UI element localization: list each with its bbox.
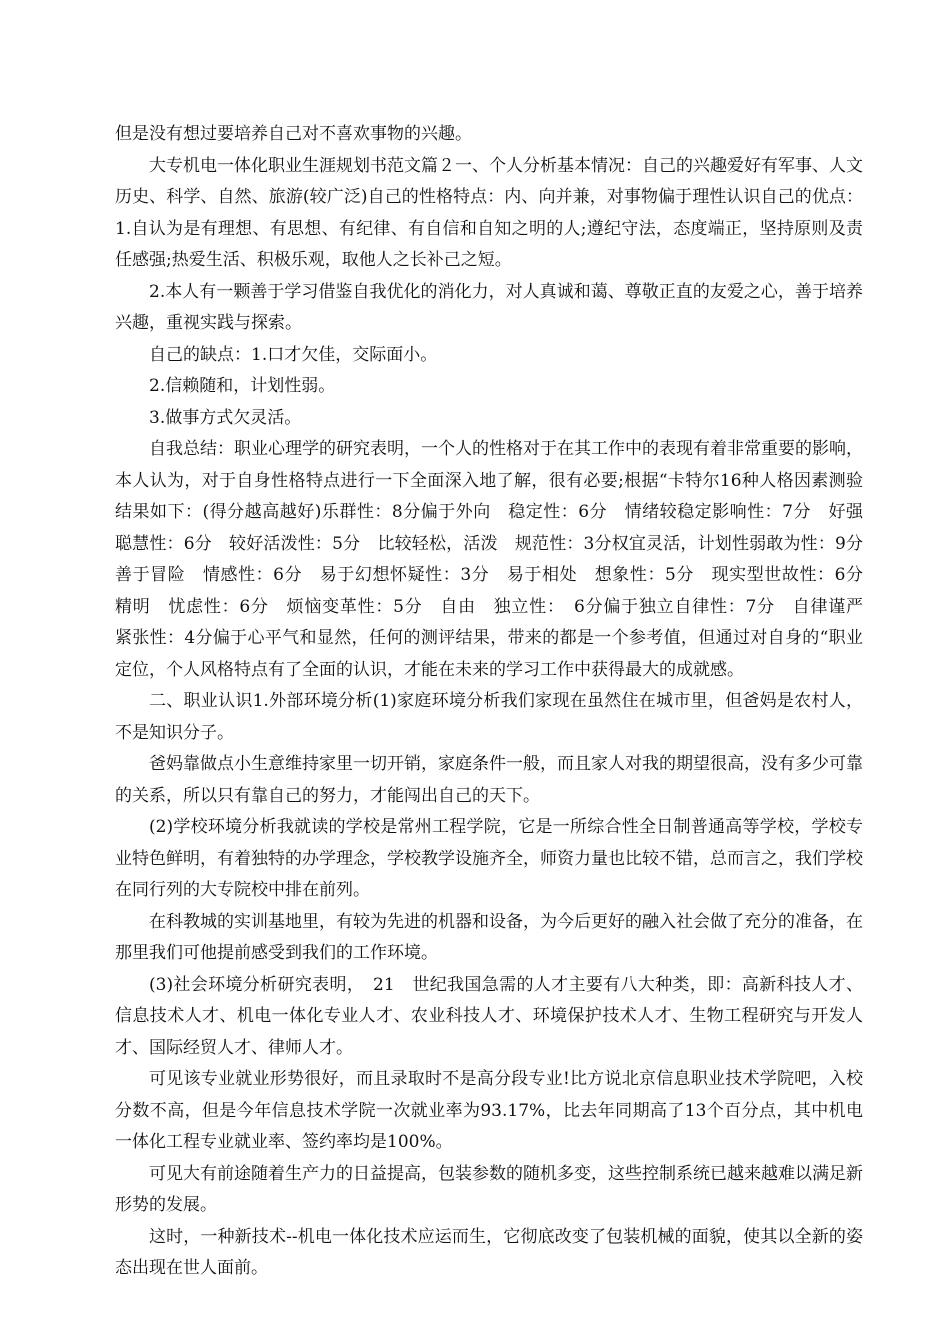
paragraph-15: 这时，一种新技术--机电一体化技术应运而生，它彻底改变了包装机械的面貌，使其以全新的姿态出现在世人面前。 [115,1226,863,1278]
paragraph-9: 爸妈靠做点小生意维持家里一切开销，家庭条件一般，而且家人对我的期望很高，没有多少可靠的关系，所以只有靠自己的努力，才能闯出自己的天下。 [115,754,863,806]
paragraph-8: 二、职业认识1.外部环境分析(1)家庭环境分析我们家现在虽然住在城市里，但爸妈是农村人，不是知识分子。 [115,691,863,743]
paragraph-1: 但是没有想过要培养自己对不喜欢事物的兴趣。 [115,124,472,144]
paragraph-7: 自我总结：职业心理学的研究表明，一个人的性格对于在其工作中的表现有着非常重要的影响，本人认为，对于自身性格特点进行一下全面深入地了解，很有必要;根据“卡特尔16种人格因素测验结果如下：(得分越高越好)乐群性：8分偏于外向 稳定性：6分 情绪较稳定影响性：7分 好强 聪慧性：6分 较好活泼性：5分 比较轻松，活泼 规范性：3分权宜灵活，计划性弱敢为性：9分 善于冒险 情感性：6分 易于幻想怀疑性：3分 易于相处 想象性：5分 现实型世故性：6分 精明 忧虑性：6分 烦恼变革性：5分 自由 独立性： 6分偏于独立自律性：7分 自律谨严 紧张性：4分偏于心平气和显然，任何的测评结果，带来的都是一个参考值，但通过对自身的“职业定位，个人风格特点有了全面的认识，才能在未来的学习工作中获得最大的成就感。 [115,439,880,680]
document-page [115,119,880,1285]
paragraph-14: 可见大有前途随着生产力的日益提高，包装参数的随机多变，这些控制系统已越来越难以满足新形势的发展。 [115,1163,863,1215]
paragraph-10: (2)学校环境分析我就读的学校是常州工程学院，它是一所综合性全日制普通高等学校，学校专业特色鲜明，有着独特的办学理念，学校教学设施齐全，师资力量也比较不错，总而言之，我们学校在同行列的大专院校中排在前列。 [115,817,863,900]
paragraph-3: 2.本人有一颗善于学习借鉴自我优化的消化力，对人真诚和蔼、尊敬正直的友爱之心，善于培养兴趣，重视实践与探索。 [115,281,863,333]
paragraph-12: (3)社会环境分析研究表明， 21 世纪我国急需的人才主要有八大种类，即：高新科技人才、信息技术人才、机电一体化专业人才、农业科技人才、环境保护技术人才、生物工程研究与开发人才、国际经贸人才、律师人才。 [115,974,863,1058]
paragraph-5: 2.信赖随和，计划性弱。 [149,376,336,396]
paragraph-2: 大专机电一体化职业生涯规划书范文篇２一、个人分析基本情况：自己的兴趣爱好有军事、人文历史、科学、自然、旅游(较广泛)自己的性格特点：内、向并兼，对事物偏于理性认识自己的优点：1.自认为是有理想、有思想、有纪律、有自信和自知之明的人;遵纪守法，态度端正，坚持原则及责任感强;热爱生活、积极乐观，取他人之长补己之短。 [115,155,863,270]
paragraph-13: 可见该专业就业形势很好，而且录取时不是高分段专业!比方说北京信息职业技术学院吧，入校分数不高，但是今年信息技术学院一次就业率为93.17%，比去年同期高了13个百分点，其中机电一体化工程专业就业率、签约率均是100%。 [115,1069,863,1152]
paragraph-11: 在科教城的实训基地里，有较为先进的机器和设备，为今后更好的融入社会做了充分的准备，在那里我们可他提前感受到我们的工作环境。 [115,911,863,963]
paragraph-6: 3.做事方式欠灵活。 [149,407,302,428]
paragraph-4: 自己的缺点：1.口才欠佳，交际面小。 [149,344,438,365]
